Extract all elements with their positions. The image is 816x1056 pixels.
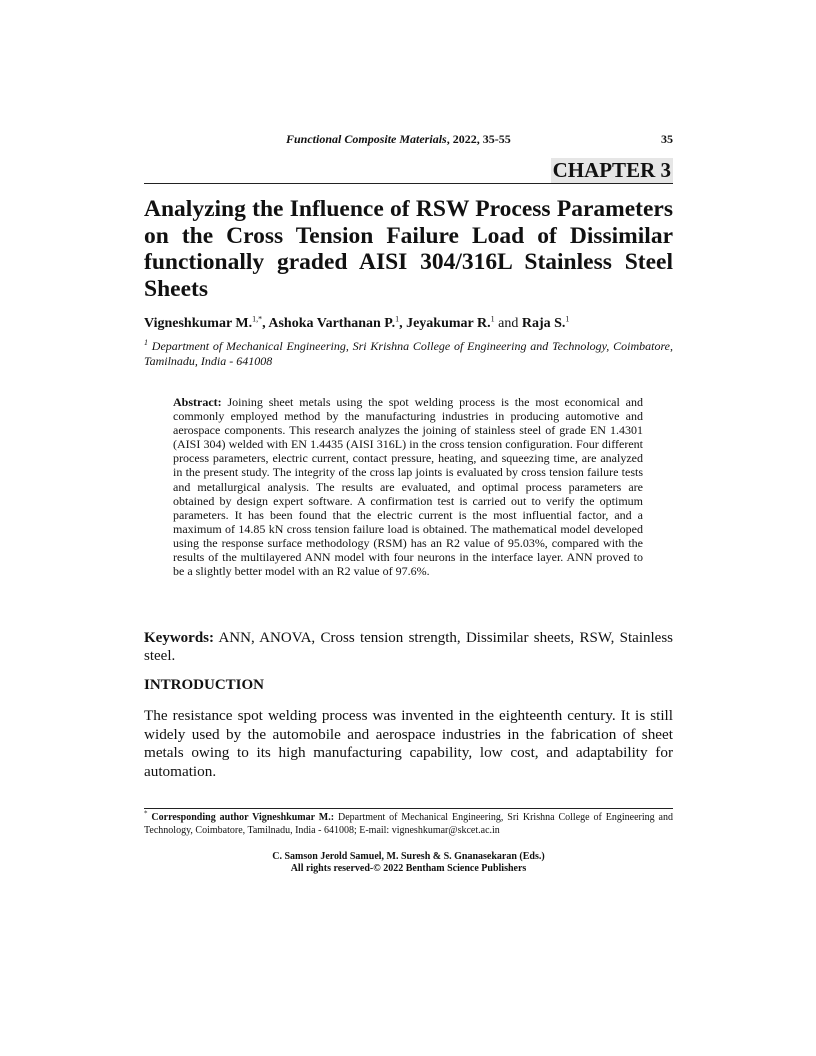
footnote [144,809,673,837]
rights-line: All rights reserved-© 2022 Bentham Science Publishers [290,863,527,874]
abstract-label: Abstract: [173,395,222,409]
publisher-info [144,851,673,875]
author-affiliation-mark: 1 [490,314,495,324]
author-affiliation-mark: 1,* [252,314,263,324]
chapter-label: CHAPTER 3 [552,158,671,182]
editors-line: C. Samson Jerold Samuel, M. Suresh & S. Gnanasekaran (Eds.) [272,851,545,862]
page-number: 35 [661,132,673,146]
journal-name: Functional Composite Materials [286,132,447,146]
section-heading-introduction: INTRODUCTION [144,677,265,693]
affiliation-text: Department of Mechanical Engineering, Sri Krishna College of Engineering and Technology, Coimbatore, Tamilnadu, India - 641008 [144,339,673,368]
chapter-title: Analyzing the Influence of RSW Process Parameters on the Cross Tension Failure Load of Dissimilar functionally graded AISI 304/316L Stainless Steel Sheets [144,196,673,302]
author-affiliation-mark: 1 [395,314,400,324]
running-head [144,132,673,148]
header-rule [144,183,673,184]
author-name: Jeyakumar R. [406,316,491,331]
author-separator: , [262,316,269,331]
affiliation [144,339,673,369]
footnote-label: Corresponding author Vigneshkumar M.: [147,812,335,823]
footnote-rule [144,808,673,809]
author-name: Vigneshkumar M. [144,316,253,331]
author-name: Raja S. [521,316,566,331]
affiliation-mark: 1 [144,338,148,347]
abstract-text: Joining sheet metals using the spot welding process is the most economical and commonly employed method by the manufacturing industries in producing automotive and aerospace components. This research analyzes the joining of stainless steel of grade EN 1.4301 (AISI 304) welded with EN 1.4435 (AISI 316L) in the cross tension configuration. Four different process parameters, electric current, contact pressure, heating, and squeezing time, are analyzed in the present study. The integrity of the cross lap joints is evaluated by cross tension failure tests and metallurgical analysis. The results are evaluated, and optimal process parameters are obtained by design expert software. A confirmation test is carried out to verify the optimum parameters. It has been found that the electric current is the most influential factor, and a maximum of 14.85 kN cross tension failure load is obtained. The mathematical model developed using the response surface methodology (RSM) has an R2 value of 95.03%, compared with the results of the multilayered ANN model with four neurons in the interface layer. ANN proved to be a slightly better model with an R2 value of 97.6%. [173,395,643,579]
journal-citation [286,132,511,147]
author-separator: and [494,316,522,331]
keywords-label: Keywords: [144,630,214,646]
journal-year-pages: , 2022, 35-55 [446,132,511,146]
introduction-paragraph: The resistance spot welding process was invented in the eighteenth century. It is still widely used by the automobile and aerospace industries in the fabrication of sheet metals owing to its high manufacturing capability, low cost, and adaptability for automation. [144,707,673,780]
footnote-text: Department of Mechanical Engineering, Sri Krishna College of Engineering and Technology, Coimbatore, Tamilnadu, India - 641008; E-mail: vigneshkumar@skcet.ac.in [144,812,673,836]
author-separator: , [399,316,407,331]
keywords [144,629,673,665]
abstract [173,395,643,578]
author-list [144,315,673,333]
keywords-text: ANN, ANOVA, Cross tension strength, Dissimilar sheets, RSW, Stainless steel. [144,630,673,664]
author-affiliation-mark: 1 [565,314,570,324]
footnote-mark: * [144,809,148,818]
author-name: Ashoka Varthanan P. [268,316,396,331]
